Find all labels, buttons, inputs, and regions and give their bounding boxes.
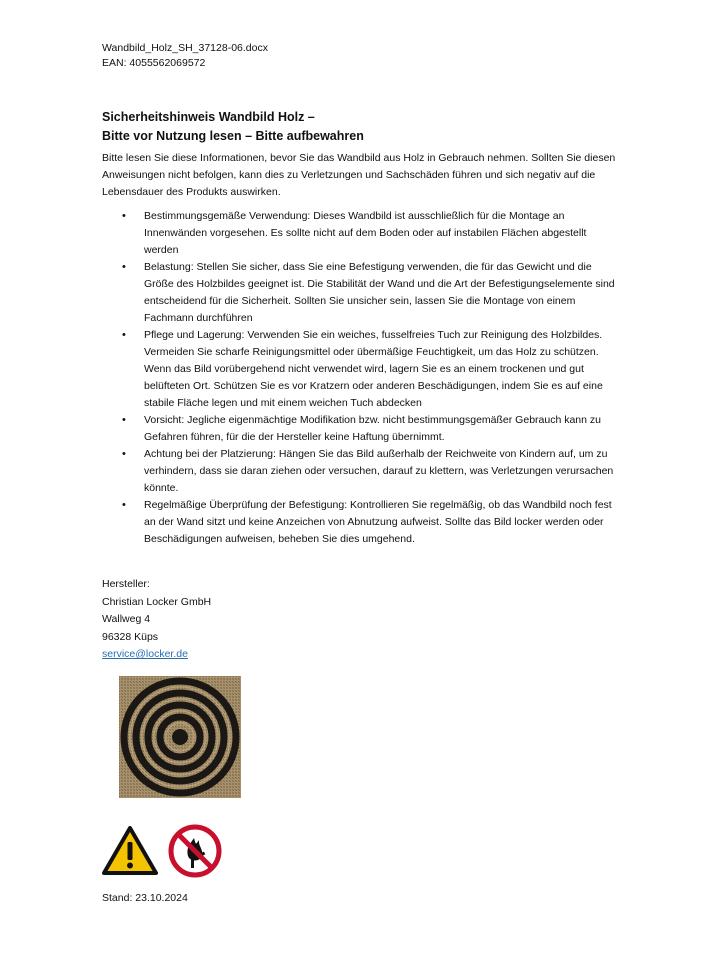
list-item (102, 208, 622, 259)
bullet-icon: • (122, 448, 126, 460)
bullet-text: Regelmäßige Überprüfung der Befestigung: Kontrollieren Sie regelmäßig, ob das Wandbild noch fest an der Wand sitzt und keine Anzeichen von Abnutzung aufweist. Sollte das Bild locker werden oder Beschädigungen aufweisen, beheben Sie dies umgehend. (144, 499, 612, 545)
list-item (102, 327, 622, 412)
bullet-text: Bestimmungsgemäße Verwendung: Dieses Wandbild ist ausschließlich für die Montage an Innenwänden vorgesehen. Es sollte nicht auf dem Boden oder auf instabilen Flächen abgestellt werden (144, 210, 587, 256)
list-item (102, 259, 622, 327)
product-image (119, 676, 241, 798)
manufacturer-label: Hersteller: (102, 578, 150, 590)
bullet-text: Belastung: Stellen Sie sicher, dass Sie eine Befestigung verwenden, die für das Gewicht und die Größe des Holzbildes geeignet ist. Die Stabilität der Wand und die Art der Befestigungselemente sind entscheidend für die Sicherheit. Sollten Sie unsicher sein, lassen Sie die Montage von einem Fachmann durchführen (144, 261, 615, 324)
title-line-2: Bitte vor Nutzung lesen – Bitte aufbewahren (102, 129, 364, 143)
manufacturer-name: Christian Locker GmbH (102, 595, 212, 608)
title-line-1: Sicherheitshinweis Wandbild Holz – (102, 110, 315, 124)
filename-text: Wandbild_Holz_SH_37128-06.docx (102, 42, 268, 54)
list-item (102, 497, 622, 548)
warning-triangle-icon (102, 826, 158, 876)
safety-bullet-list (102, 208, 622, 548)
bullet-icon: • (122, 329, 126, 341)
bullet-icon: • (122, 414, 126, 426)
intro-paragraph: Bitte lesen Sie diese Informationen, bevor Sie das Wandbild aus Holz in Gebrauch nehmen. Sollten Sie diesen Anweisungen nicht befolgen, kann dies zu Verletzungen und Sachschäden führen und sich negativ auf die Lebensdauer des Produkts auswirken. (102, 152, 616, 198)
document-date: Stand: 23.10.2024 (102, 892, 188, 904)
bullet-icon: • (122, 210, 126, 222)
bullet-text: Achtung bei der Platzierung: Hängen Sie das Bild außerhalb der Reichweite von Kindern auf, um zu verhindern, dass sie daran ziehen oder versuchen, darauf zu klettern, was Verletzungen verursachen könnte. (144, 448, 614, 494)
list-item (102, 412, 622, 446)
ean-text: EAN: 4055562069572 (102, 57, 206, 69)
manufacturer-email-link[interactable]: service@locker.de (102, 648, 188, 660)
document-header (102, 41, 268, 71)
bullet-text: Vorsicht: Jegliche eigenmächtige Modifikation bzw. nicht bestimmungsgemäßer Gebrauch kann zu Gefahren führen, für die der Hersteller keine Haftung übernimmt. (144, 414, 601, 443)
document-title (102, 108, 364, 146)
bullet-icon: • (122, 499, 126, 511)
manufacturer-city: 96328 Küps (102, 630, 159, 643)
no-open-flame-icon (168, 824, 222, 878)
manufacturer-street: Wallweg 4 (102, 613, 151, 625)
bullet-icon: • (122, 261, 126, 273)
list-item (102, 446, 622, 497)
bullet-text: Pflege und Lagerung: Verwenden Sie ein weiches, fusselfreies Tuch zur Reinigung des Holzbildes. Vermeiden Sie scharfe Reinigungsmittel oder übermäßige Feuchtigkeit, um das Holz zu schützen. Wenn das Bild vorübergehend nicht verwendet wird, lagern Sie es an einem trockenen und gut belüfteten Ort. Schützen Sie es vor Kratzern oder anderen Beschädigungen, indem Sie es auf eine stabile Fläche legen und mit einem weichen Tuch abdecken (144, 329, 603, 409)
manufacturer-address (102, 576, 211, 664)
